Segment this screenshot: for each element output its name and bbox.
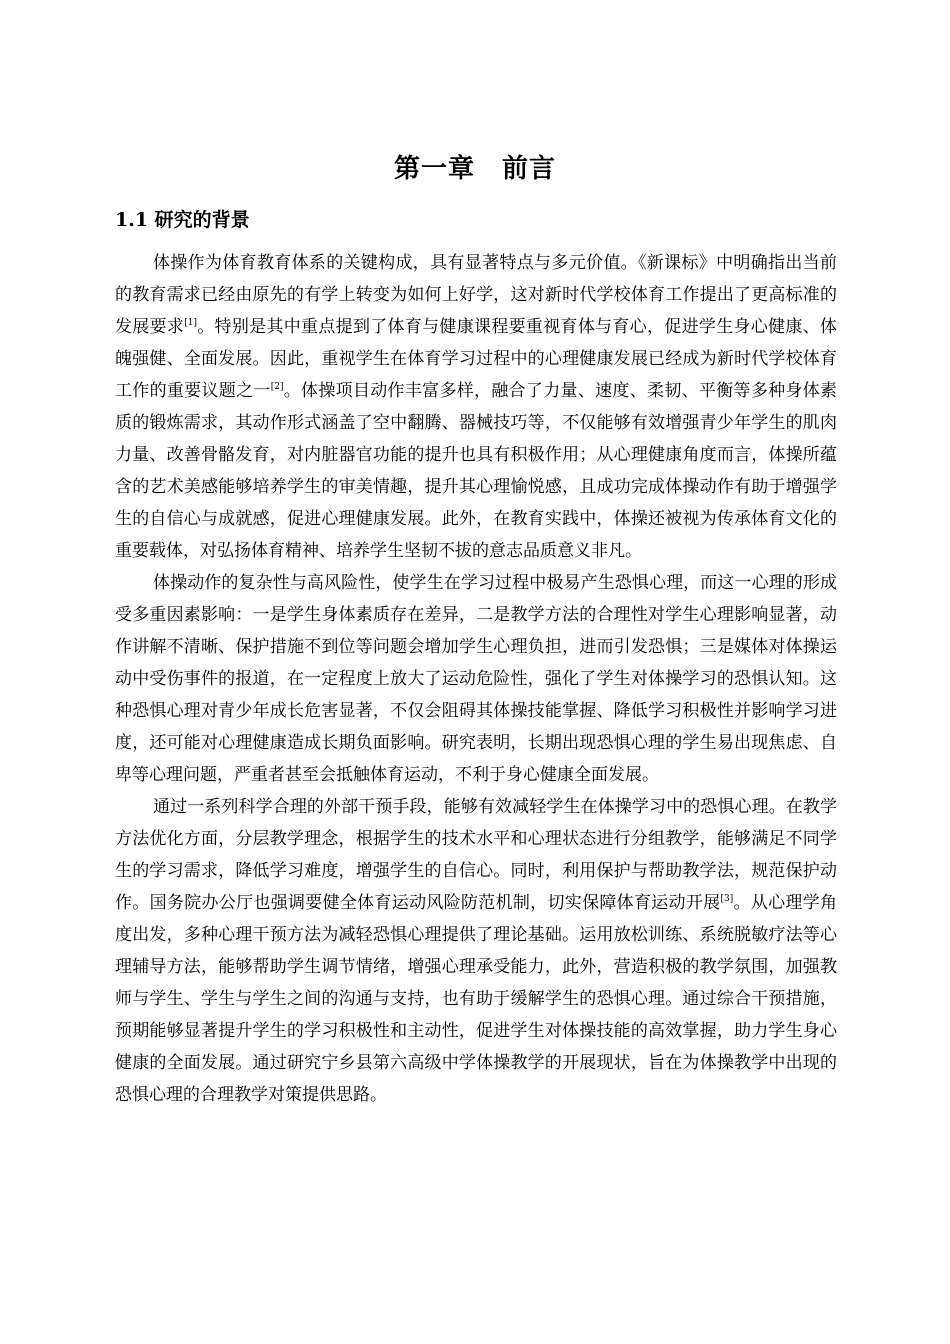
citation-ref: [3] xyxy=(720,894,734,904)
text-run: 。体操项目动作丰富多样，融合了力量、速度、柔韧、平衡等多种身体素质的锻炼需求，其动作形式涵盖了空中翻腾、器械技巧等，不仅能够有效增强青少年学生的肌肉力量、改善骨骼发育，对内脏器官功能的提升也具有积极作用；从心理健康角度而言，体操所蕴含的艺术美感能够培养学生的审美情趣，提升其心理愉悦感，且成功完成体操动作有助于增强学生的自信心与成就感，促进心理健康发展。此外，在教育实践中，体操还被视为传承体育文化的重要载体，对弘扬体育精神、培养学生坚韧不拔的意志品质意义非凡。 xyxy=(115,381,838,561)
body-text xyxy=(115,247,837,1111)
text-run: 体操作为体育教育体系的关键构成，具有显著特点与多元价值。《新课标》中明确指出当前的教育需求已经由原先的有学上转变为如何上好学，这对新时代学校体育工作提出了更高标准的发展要求 xyxy=(115,253,837,337)
citation-ref: [1] xyxy=(184,318,197,328)
text-run: 。特别是其中重点提到了体育与健康课程要重视育体与育心，促进学生身心健康、体魄强健、全面发展。因此，重视学生在体育学习过程中的心理健康发展已经成为新时代学校体育工作的重要议题之一 xyxy=(115,317,838,401)
chapter-title: 第一章 前言 xyxy=(393,154,556,184)
paragraph-1 xyxy=(115,247,837,567)
paragraph-2 xyxy=(115,567,837,791)
text-run: 体操动作的复杂性与高风险性，使学生在学习过程中极易产生恐惧心理，而这一心理的形成受多重因素影响：一是学生身体素质存在差异，二是教学方法的合理性对学生心理影响显著，动作讲解不清晰、保护措施不到位等问题会增加学生心理负担，进而引发恐惧；三是媒体对体操运动中受伤事件的报道，在一定程度上放大了运动危险性，强化了学生对体操学习的恐惧认知。这种恐惧心理对青少年成长危害显著，不仅会阻碍其体操技能掌握、降低学习积极性并影响学习进度，还可能对心理健康造成长期负面影响。研究表明，长期出现恐惧心理的学生易出现焦虑、自卑等心理问题，严重者甚至会抵触体育运动，不利于身心健康全面发展。 xyxy=(115,573,837,785)
section-heading: 1.1 研究的背景 xyxy=(115,209,250,231)
text-run: 通过一系列科学合理的外部干预手段，能够有效减轻学生在体操学习中的恐惧心理。在教学方法优化方面，分层教学理念，根据学生的技术水平和心理状态进行分组教学，能够满足不同学生的学习需求，降低学习难度，增强学生的自信心。同时，利用保护与帮助教学法，规范保护动作。国务院办公厅也强调要健全体育运动风险防范机制，切实保障体育运动开展 xyxy=(115,797,837,913)
paragraph-3 xyxy=(115,791,837,1111)
text-run: 。从心理学角度出发，多种心理干预方法为减轻恐惧心理提供了理论基础。运用放松训练、系统脱敏疗法等心理辅导方法，能够帮助学生调节情绪，增强心理承受能力，此外，营造积极的教学氛围，加强教师与学生、学生与学生之间的沟通与支持，也有助于缓解学生的恐惧心理。通过综合干预措施，预期能够显著提升学生的学习积极性和主动性，促进学生对体操技能的高效掌握，助力学生身心健康的全面发展。通过研究宁乡县第六高级中学体操教学的开展现状，旨在为体操教学中出现的恐惧心理的合理教学对策提供思路。 xyxy=(115,893,838,1105)
citation-ref: [2] xyxy=(270,382,284,392)
